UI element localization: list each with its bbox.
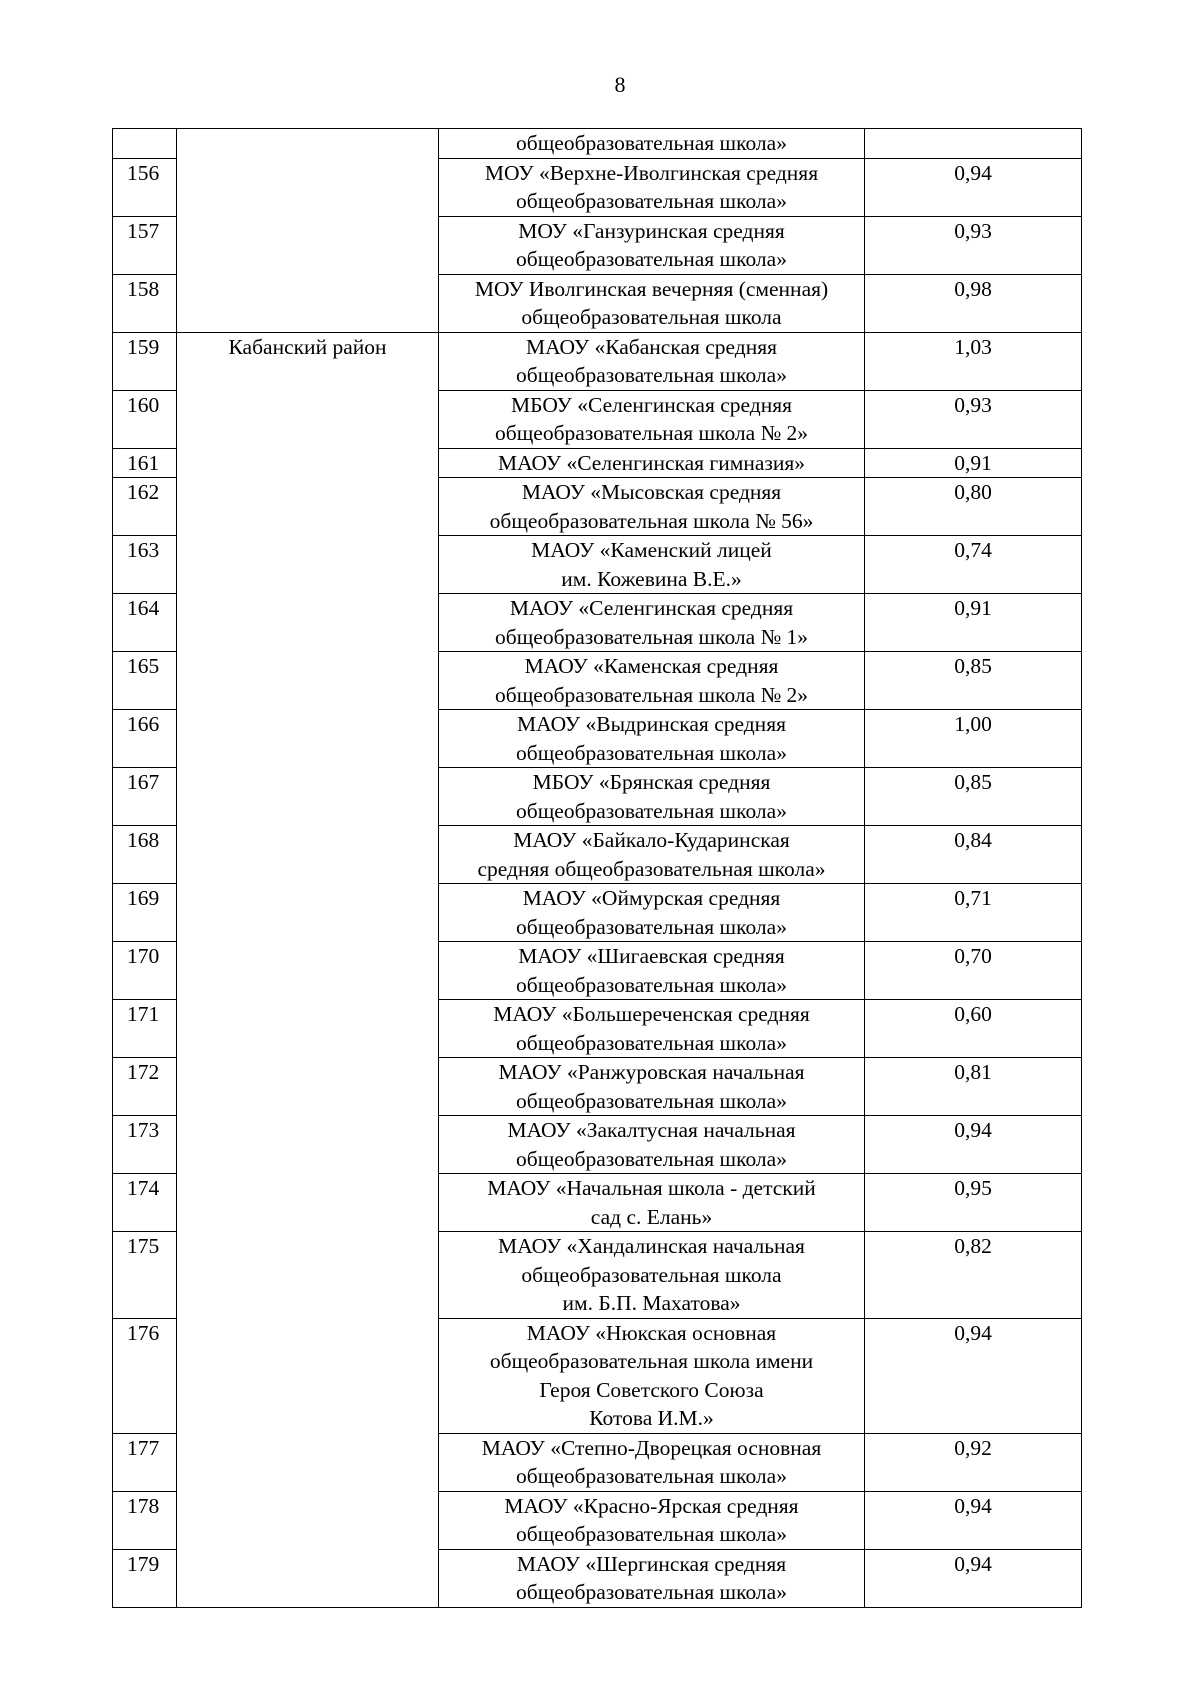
school-name: МАОУ «Кабанская средняя общеобразовательная школа» [439,332,865,390]
coefficient-value: 0,94 [865,1116,1082,1174]
school-name: МАОУ «Нюкская основная общеобразовательная школа имени Героя Советского Союза Котова И.М.» [439,1318,865,1433]
table-row [113,332,1082,390]
row-number: 168 [113,826,177,884]
row-number: 166 [113,710,177,768]
row-number: 174 [113,1174,177,1232]
table-row [113,129,1082,159]
row-number: 177 [113,1433,177,1491]
coefficient-value: 0,91 [865,594,1082,652]
coefficient-value: 0,95 [865,1174,1082,1232]
coefficient-value: 0,84 [865,826,1082,884]
school-name: МАОУ «Степно-Дворецкая основная общеобразовательная школа» [439,1433,865,1491]
coefficient-value: 0,85 [865,652,1082,710]
row-number: 160 [113,390,177,448]
row-number: 161 [113,448,177,478]
row-number: 171 [113,1000,177,1058]
coefficient-value: 0,93 [865,216,1082,274]
school-name: МАОУ «Шигаевская средняя общеобразовательная школа» [439,942,865,1000]
coefficient-value: 0,81 [865,1058,1082,1116]
coefficient-value: 0,94 [865,1549,1082,1607]
row-number: 156 [113,158,177,216]
school-name: МАОУ «Закалтусная начальная общеобразовательная школа» [439,1116,865,1174]
row-number: 157 [113,216,177,274]
row-number: 158 [113,274,177,332]
school-name: МАОУ «Каменская средняя общеобразовательная школа № 2» [439,652,865,710]
school-name: МБОУ «Селенгинская средняя общеобразовательная школа № 2» [439,390,865,448]
district-name: Кабанский район [177,332,439,1607]
school-name: МАОУ «Селенгинская гимназия» [439,448,865,478]
school-name: МАОУ «Большереченская средняя общеобразовательная школа» [439,1000,865,1058]
coefficient-value: 0,82 [865,1232,1082,1319]
row-number: 167 [113,768,177,826]
coefficient-value: 0,94 [865,158,1082,216]
coefficient-value: 0,92 [865,1433,1082,1491]
school-name: МБОУ «Брянская средняя общеобразовательная школа» [439,768,865,826]
school-name: МАОУ «Оймурская средняя общеобразовательная школа» [439,884,865,942]
school-name: МАОУ «Красно-Ярская средняя общеобразовательная школа» [439,1491,865,1549]
coefficient-value: 0,98 [865,274,1082,332]
row-number: 164 [113,594,177,652]
school-name: МАОУ «Хандалинская начальная общеобразовательная школа им. Б.П. Махатова» [439,1232,865,1319]
coefficient-value: 0,60 [865,1000,1082,1058]
coefficient-value: 0,80 [865,478,1082,536]
row-number: 172 [113,1058,177,1116]
school-name: МОУ «Ганзуринская средняя общеобразовательная школа» [439,216,865,274]
coefficient-value: 0,91 [865,448,1082,478]
district-cell-previous [177,129,439,333]
coefficient-value: 0,71 [865,884,1082,942]
row-number: 173 [113,1116,177,1174]
school-name: общеобразовательная школа» [439,129,865,159]
school-name: МАОУ «Ранжуровская начальная общеобразовательная школа» [439,1058,865,1116]
coefficient-value: 0,94 [865,1318,1082,1433]
school-name: МАОУ «Селенгинская средняя общеобразовательная школа № 1» [439,594,865,652]
coefficient-value: 0,70 [865,942,1082,1000]
coefficient-value: 0,94 [865,1491,1082,1549]
row-number [113,129,177,159]
row-number: 179 [113,1549,177,1607]
school-name: МОУ Иволгинская вечерняя (сменная) общеобразовательная школа [439,274,865,332]
row-number: 176 [113,1318,177,1433]
row-number: 169 [113,884,177,942]
school-name: МАОУ «Байкало-Кударинская средняя общеобразовательная школа» [439,826,865,884]
row-number: 178 [113,1491,177,1549]
page-number: 8 [614,72,626,97]
school-name: МАОУ «Шергинская средняя общеобразовательная школа» [439,1549,865,1607]
school-name: МАОУ «Мысовская средняя общеобразовательная школа № 56» [439,478,865,536]
coefficient-value: 0,74 [865,536,1082,594]
schools-table [112,128,1082,1608]
row-number: 163 [113,536,177,594]
coefficient-value: 1,03 [865,332,1082,390]
row-number: 175 [113,1232,177,1319]
coefficient-value: 0,93 [865,390,1082,448]
school-name: МАОУ «Выдринская средняя общеобразовательная школа» [439,710,865,768]
row-number: 165 [113,652,177,710]
coefficient-value: 1,00 [865,710,1082,768]
coefficient-value [865,129,1082,159]
school-name: МАОУ «Каменский лицей им. Кожевина В.Е.» [439,536,865,594]
school-name: МОУ «Верхне-Иволгинская средняя общеобразовательная школа» [439,158,865,216]
row-number: 162 [113,478,177,536]
row-number: 159 [113,332,177,390]
school-name: МАОУ «Начальная школа - детский сад с. Елань» [439,1174,865,1232]
coefficient-value: 0,85 [865,768,1082,826]
row-number: 170 [113,942,177,1000]
